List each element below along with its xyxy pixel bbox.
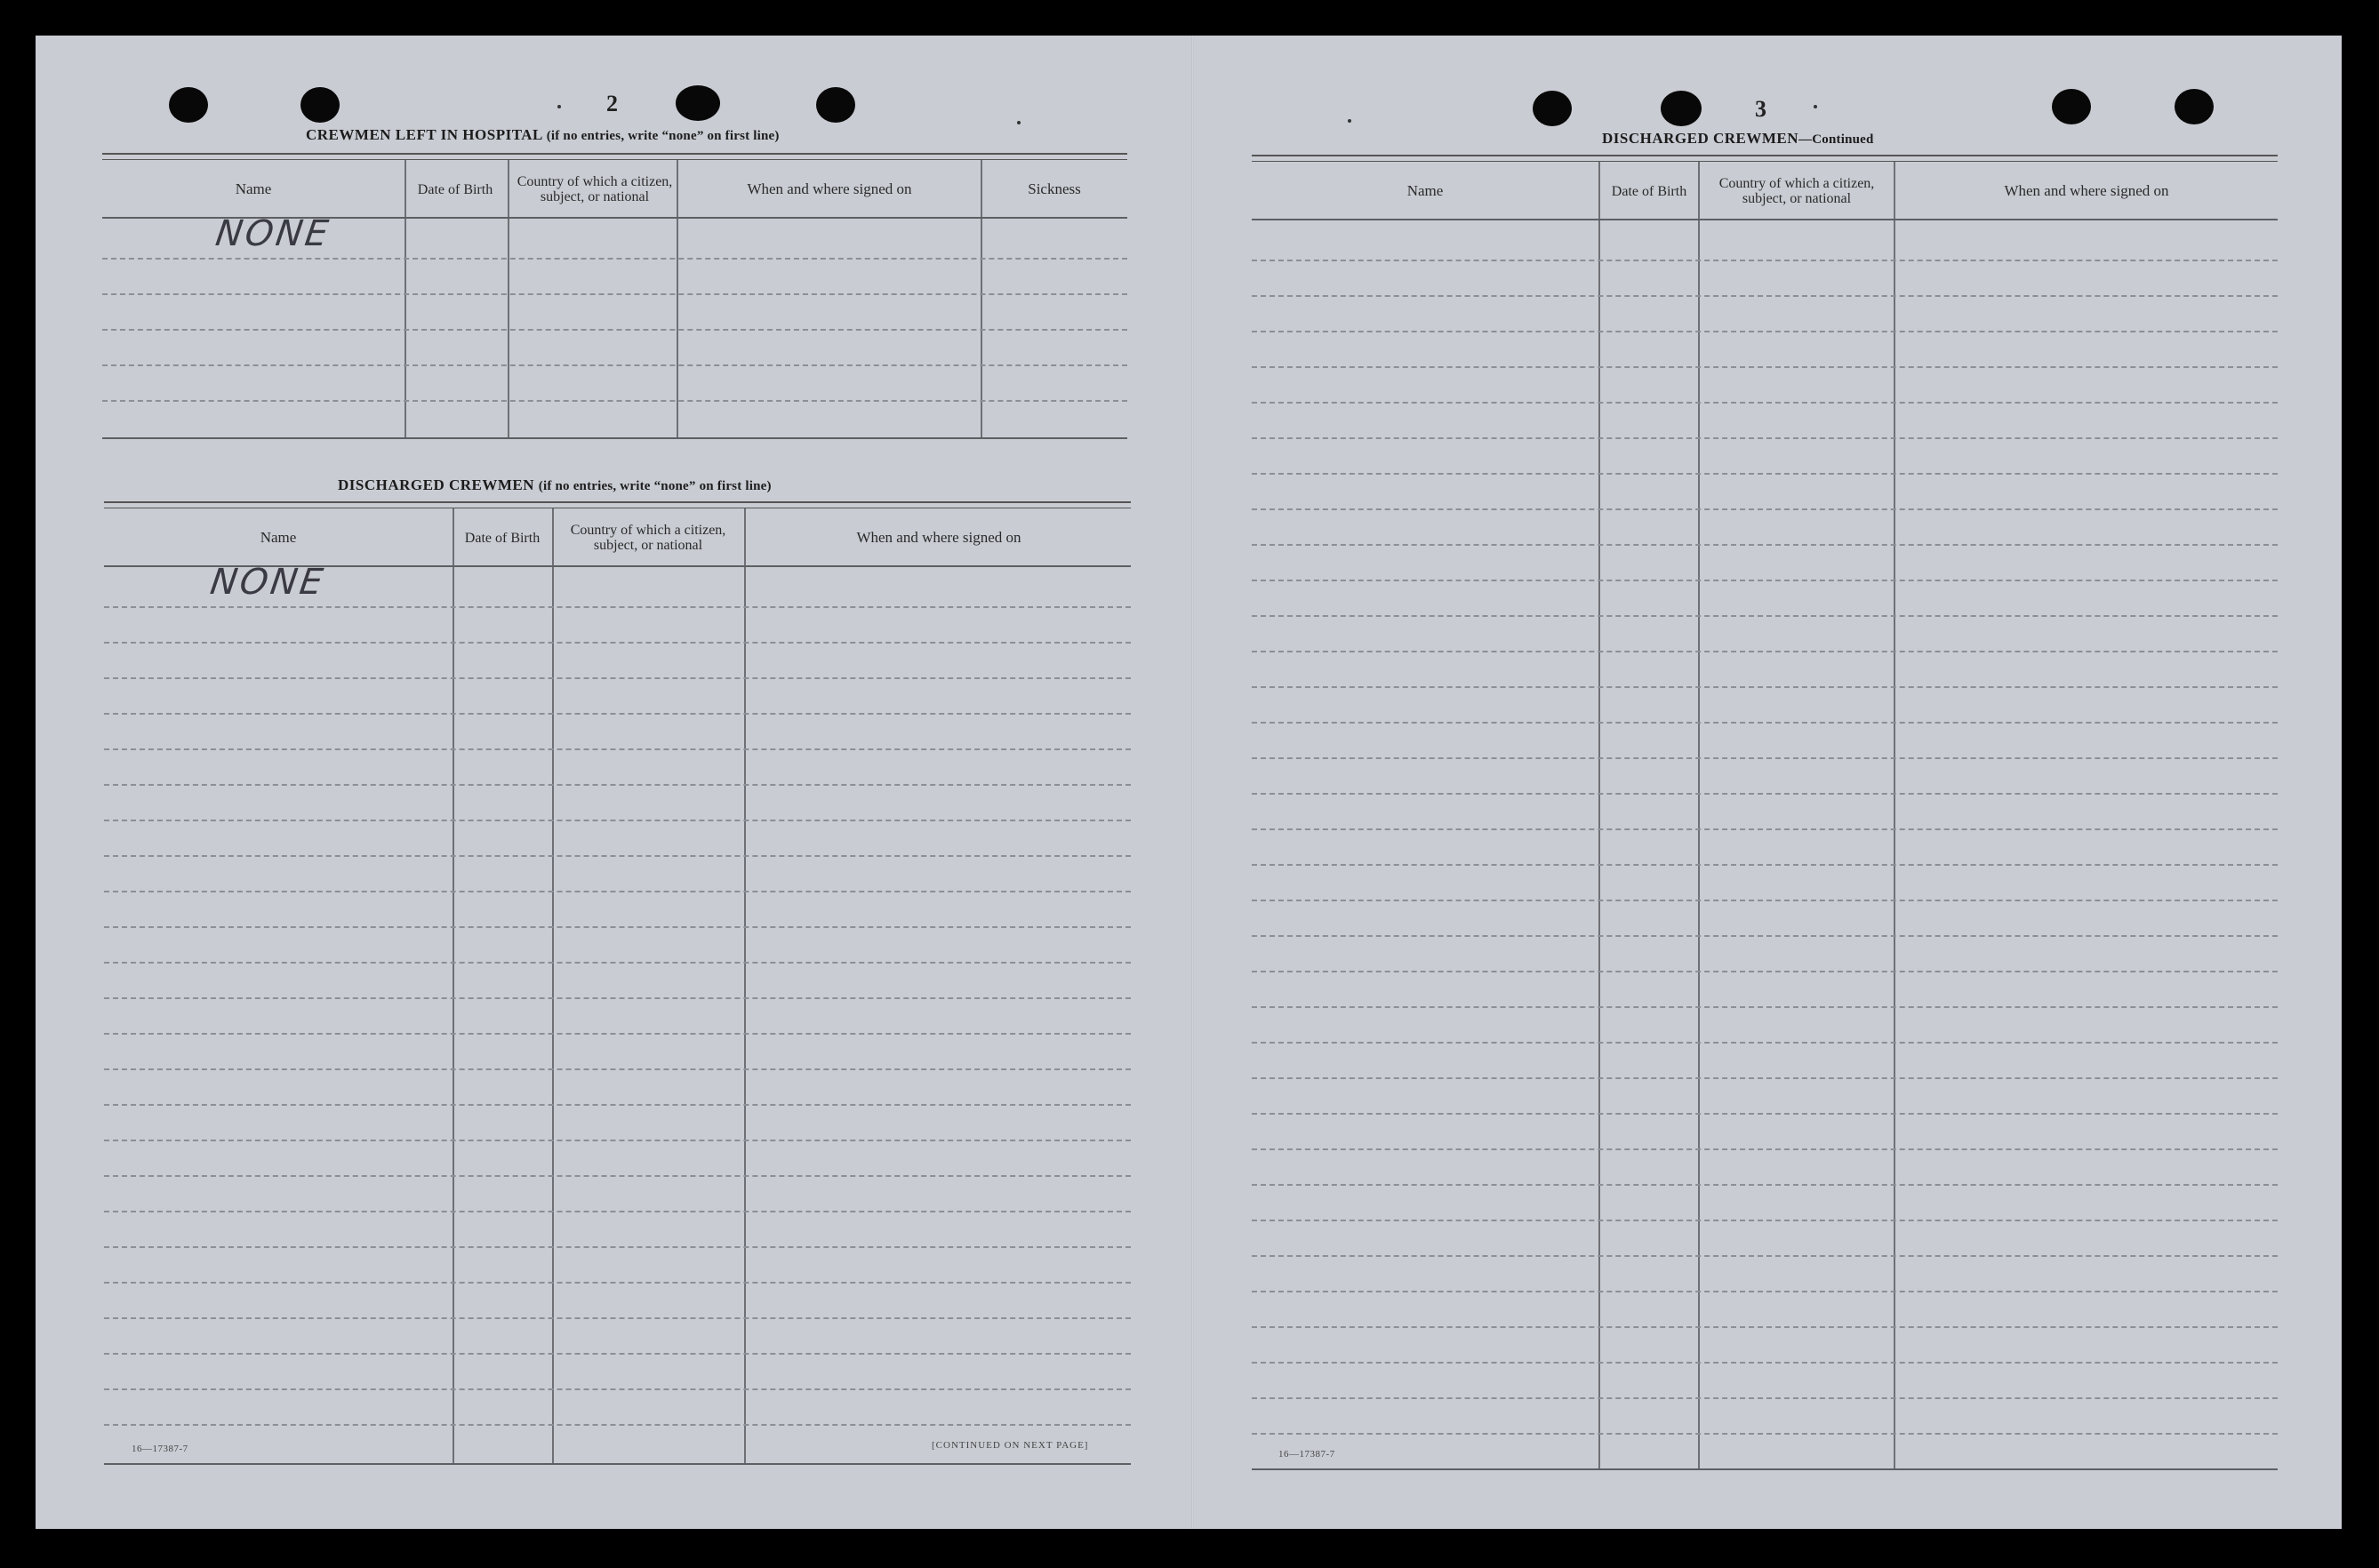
row-line <box>104 1211 1131 1212</box>
header-rule <box>1252 219 2278 220</box>
row-line <box>1252 295 2278 297</box>
column-header-sickness: Sickness <box>1028 180 1081 197</box>
row-line <box>1252 757 2278 759</box>
row-line <box>1252 793 2278 795</box>
section-instruction: (if no entries, write “none” on first line) <box>538 479 772 493</box>
column-divider <box>1598 162 1600 1468</box>
column-header-signed-on: When and where signed on <box>2004 182 2169 199</box>
column-header-name: Name <box>235 180 272 197</box>
row-line <box>102 329 1127 331</box>
row-line <box>1252 864 2278 866</box>
row-line <box>104 713 1131 715</box>
print-dot <box>1017 121 1021 124</box>
punch-hole <box>2052 89 2091 124</box>
row-line <box>1252 1184 2278 1186</box>
page-fold <box>1191 36 1194 1529</box>
punch-hole <box>300 87 340 123</box>
row-line <box>104 855 1131 857</box>
column-header-date-of-birth: Date of Birth <box>417 181 493 197</box>
row-line <box>102 258 1127 260</box>
column-header-country: Country of which a citizen, subject, or national <box>1718 176 1875 206</box>
hospital-section-title <box>306 126 780 144</box>
row-line <box>1252 260 2278 261</box>
row-line <box>104 1140 1131 1141</box>
row-line <box>1252 651 2278 652</box>
row-line <box>102 293 1127 295</box>
column-header-signed-on: When and where signed on <box>747 180 912 197</box>
row-line <box>104 926 1131 928</box>
row-line <box>1252 1362 2278 1364</box>
column-divider <box>1894 162 1895 1468</box>
print-dot <box>557 105 561 108</box>
discharged-continued-title <box>1602 130 1874 148</box>
row-line <box>104 1282 1131 1284</box>
punch-hole <box>816 87 855 123</box>
punch-hole <box>1661 91 1702 126</box>
row-line <box>1252 508 2278 510</box>
section-title-text: DISCHARGED CREWMEN <box>1602 130 1799 147</box>
column-divider <box>744 508 746 1465</box>
row-line <box>104 1317 1131 1319</box>
column-header-name: Name <box>1406 182 1444 199</box>
row-line <box>104 606 1131 608</box>
row-line <box>1252 544 2278 546</box>
row-line <box>1252 1006 2278 1008</box>
discharged-table <box>104 501 1131 1474</box>
row-line <box>1252 437 2278 439</box>
row-line <box>1252 1326 2278 1328</box>
row-line <box>104 677 1131 679</box>
punch-hole <box>169 87 208 123</box>
column-divider <box>508 160 509 437</box>
row-line <box>104 784 1131 786</box>
column-divider <box>552 508 554 1465</box>
punch-hole <box>676 85 720 121</box>
row-line <box>1252 1113 2278 1115</box>
column-divider <box>405 160 406 437</box>
print-dot <box>1348 119 1351 123</box>
row-line <box>104 1068 1131 1070</box>
form-number: 16—17387-7 <box>1278 1449 1335 1460</box>
row-line <box>1252 971 2278 972</box>
column-header-date-of-birth: Date of Birth <box>464 530 541 546</box>
row-line <box>1252 1255 2278 1257</box>
form-number: 16—17387-7 <box>132 1444 188 1454</box>
column-header-signed-on: When and where signed on <box>856 529 1021 546</box>
row-line <box>102 400 1127 402</box>
row-line <box>1252 686 2278 688</box>
row-line <box>1252 900 2278 901</box>
column-header-country: Country of which a citizen, subject, or national <box>570 523 726 553</box>
row-line <box>1252 1291 2278 1292</box>
column-divider <box>453 508 454 1465</box>
row-line <box>104 997 1131 999</box>
form-sheet <box>36 36 2342 1529</box>
table-bottom-rule <box>102 437 1127 439</box>
row-line <box>1252 935 2278 937</box>
page-number: 2 <box>606 91 618 116</box>
row-line <box>1252 1042 2278 1044</box>
row-line <box>1252 331 2278 332</box>
row-line <box>1252 402 2278 404</box>
row-line <box>104 1353 1131 1355</box>
hospital-table <box>102 153 1127 446</box>
section-title-text: CREWMEN LEFT IN HOSPITAL <box>306 126 542 143</box>
column-header-date-of-birth: Date of Birth <box>1611 183 1687 199</box>
row-line <box>102 364 1127 366</box>
row-line <box>1252 1433 2278 1435</box>
row-line <box>104 1388 1131 1390</box>
handwritten-entry: NONE <box>207 562 328 603</box>
row-line <box>104 1104 1131 1106</box>
row-line <box>1252 1220 2278 1221</box>
column-header-country: Country of which a citizen, subject, or national <box>517 174 673 204</box>
punch-hole <box>1533 91 1572 126</box>
print-dot <box>1814 105 1817 108</box>
section-title-text: DISCHARGED CREWMEN <box>338 476 535 493</box>
row-line <box>1252 722 2278 724</box>
row-line <box>104 642 1131 644</box>
row-line <box>1252 1148 2278 1150</box>
row-line <box>104 748 1131 750</box>
row-line <box>1252 1077 2278 1079</box>
column-divider <box>677 160 678 437</box>
row-line <box>104 1246 1131 1248</box>
row-line <box>104 820 1131 821</box>
column-divider <box>1698 162 1700 1468</box>
continued-note: [CONTINUED ON NEXT PAGE] <box>932 1440 1089 1451</box>
column-header-name: Name <box>260 529 297 546</box>
section-title-suffix: —Continued <box>1798 132 1874 147</box>
punch-hole <box>2175 89 2214 124</box>
row-line <box>104 1033 1131 1035</box>
row-line <box>1252 1397 2278 1399</box>
column-divider <box>981 160 982 437</box>
row-line <box>104 1424 1131 1426</box>
table-bottom-rule <box>104 1463 1131 1465</box>
discharged-continued-table <box>1252 155 2278 1477</box>
table-top-rule <box>104 501 1131 508</box>
table-top-rule <box>102 153 1127 160</box>
row-line <box>104 891 1131 892</box>
discharged-section-title <box>338 476 772 494</box>
table-bottom-rule <box>1252 1468 2278 1470</box>
row-line <box>1252 615 2278 617</box>
table-top-rule <box>1252 155 2278 162</box>
page-number: 3 <box>1755 96 1766 122</box>
row-line <box>104 962 1131 964</box>
row-line <box>104 1175 1131 1177</box>
handwritten-entry: NONE <box>212 213 333 254</box>
row-line <box>1252 828 2278 830</box>
row-line <box>1252 473 2278 475</box>
row-line <box>1252 580 2278 581</box>
row-line <box>1252 366 2278 368</box>
section-instruction: (if no entries, write “none” on first line) <box>546 129 780 143</box>
